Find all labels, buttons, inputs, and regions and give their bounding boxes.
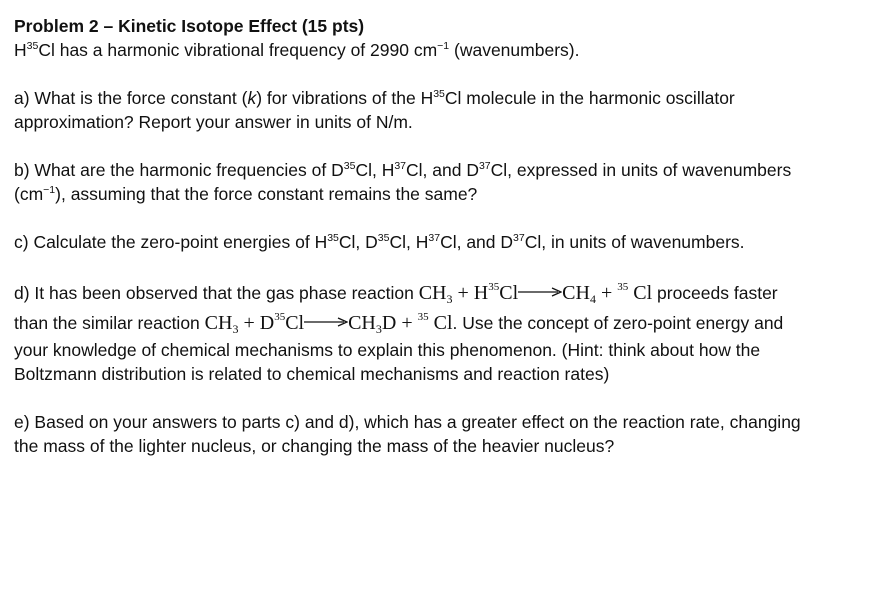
isotope-superscript: 37 xyxy=(394,160,407,172)
problem-document xyxy=(14,14,870,458)
eq-term: Cl xyxy=(628,282,653,304)
eq-term: + xyxy=(595,282,618,304)
eq-subscript: 3 xyxy=(232,322,239,336)
part-e-line-1: e) Based on your answers to parts c) and d), which has a greater effect on the reaction rate, changing xyxy=(14,412,801,432)
part-a-text: a) What is the force constant ( xyxy=(14,88,248,108)
eq-term: CH xyxy=(418,282,447,304)
part-b-line-1 xyxy=(14,158,870,182)
part-c-text: c) Calculate the zero-point energies of H xyxy=(14,232,328,252)
exponent-superscript: −1 xyxy=(43,184,56,196)
part-b-text: b) What are the harmonic frequencies of D xyxy=(14,160,344,180)
part-a-line-1 xyxy=(14,86,870,110)
reaction-equation-1 xyxy=(419,282,652,304)
part-a-text: Cl molecule in the harmonic oscillator xyxy=(444,88,735,108)
part-d-line-2 xyxy=(14,308,870,338)
problem-title: Problem 2 – Kinetic Isotope Effect (15 pts) xyxy=(14,16,365,36)
reaction-arrow-icon xyxy=(518,287,562,297)
part-d-line-3: your knowledge of chemical mechanisms to explain this phenomenon. (Hint: think about how the xyxy=(14,340,761,360)
part-d-text: proceeds faster xyxy=(652,283,778,303)
problem-intro xyxy=(14,38,870,62)
part-b-text: ), assuming that the force constant remains the same? xyxy=(55,184,478,204)
eq-subscript: 3 xyxy=(446,292,453,306)
isotope-superscript: 35 xyxy=(617,281,629,293)
intro-text: Cl has a harmonic vibrational frequency of 2990 cm xyxy=(38,40,438,60)
eq-term: Cl xyxy=(285,312,305,334)
eq-subscript: 3 xyxy=(375,322,382,336)
isotope-superscript: 37 xyxy=(478,160,491,172)
part-d-text: d) It has been observed that the gas phase reaction xyxy=(14,283,419,303)
part-d-line-1 xyxy=(14,278,870,308)
isotope-superscript: 35 xyxy=(327,232,339,244)
isotope-superscript: 35 xyxy=(433,88,445,100)
intro-text: (wavenumbers). xyxy=(449,40,580,60)
isotope-superscript: 35 xyxy=(488,281,500,293)
part-b-text: (cm xyxy=(14,184,44,204)
isotope-superscript: 35 xyxy=(26,40,39,52)
reaction-equation-2 xyxy=(205,312,453,334)
eq-term: + H xyxy=(452,282,489,304)
intro-text: H xyxy=(14,40,27,60)
eq-term: + D xyxy=(238,312,275,334)
part-b-text: Cl, expressed in units of wavenumbers xyxy=(490,160,792,180)
exponent-superscript: −1 xyxy=(437,40,450,52)
part-c-text: Cl, D xyxy=(338,232,378,252)
part-b-text: Cl, H xyxy=(355,160,395,180)
part-c-text: Cl, and D xyxy=(440,232,514,252)
isotope-superscript: 35 xyxy=(274,311,286,323)
part-a-text: ) for vibrations of the H xyxy=(256,88,434,108)
part-b-text: Cl, and D xyxy=(406,160,479,180)
eq-term: Cl xyxy=(428,312,453,334)
eq-term: CH xyxy=(562,282,590,304)
part-c-text: Cl, H xyxy=(389,232,429,252)
isotope-superscript: 35 xyxy=(417,311,429,323)
eq-term: CH xyxy=(204,312,233,334)
reaction-arrow-icon xyxy=(304,317,348,327)
part-c-text: Cl, in units of wavenumbers. xyxy=(524,232,745,252)
part-a-line-2: approximation? Report your answer in units of N/m. xyxy=(14,112,413,132)
part-d-line-4: Boltzmann distribution is related to chemical mechanisms and reaction rates) xyxy=(14,364,610,384)
isotope-superscript: 37 xyxy=(428,232,441,244)
part-d-text: than the similar reaction xyxy=(14,313,205,333)
eq-term: CH xyxy=(348,312,376,334)
eq-subscript: 4 xyxy=(589,292,596,306)
part-c-line-1 xyxy=(14,230,870,254)
part-b-line-2 xyxy=(14,182,870,206)
force-constant-symbol: k xyxy=(247,88,257,108)
eq-term: Cl xyxy=(499,282,519,304)
eq-term: + xyxy=(396,312,418,334)
isotope-superscript: 37 xyxy=(513,232,525,244)
part-e-line-2: the mass of the lighter nucleus, or changing the mass of the heavier nucleus? xyxy=(14,436,615,456)
isotope-superscript: 35 xyxy=(343,160,356,172)
eq-term: D xyxy=(381,312,397,334)
isotope-superscript: 35 xyxy=(377,232,390,244)
part-d-text: . Use the concept of zero-point energy and xyxy=(452,313,784,333)
